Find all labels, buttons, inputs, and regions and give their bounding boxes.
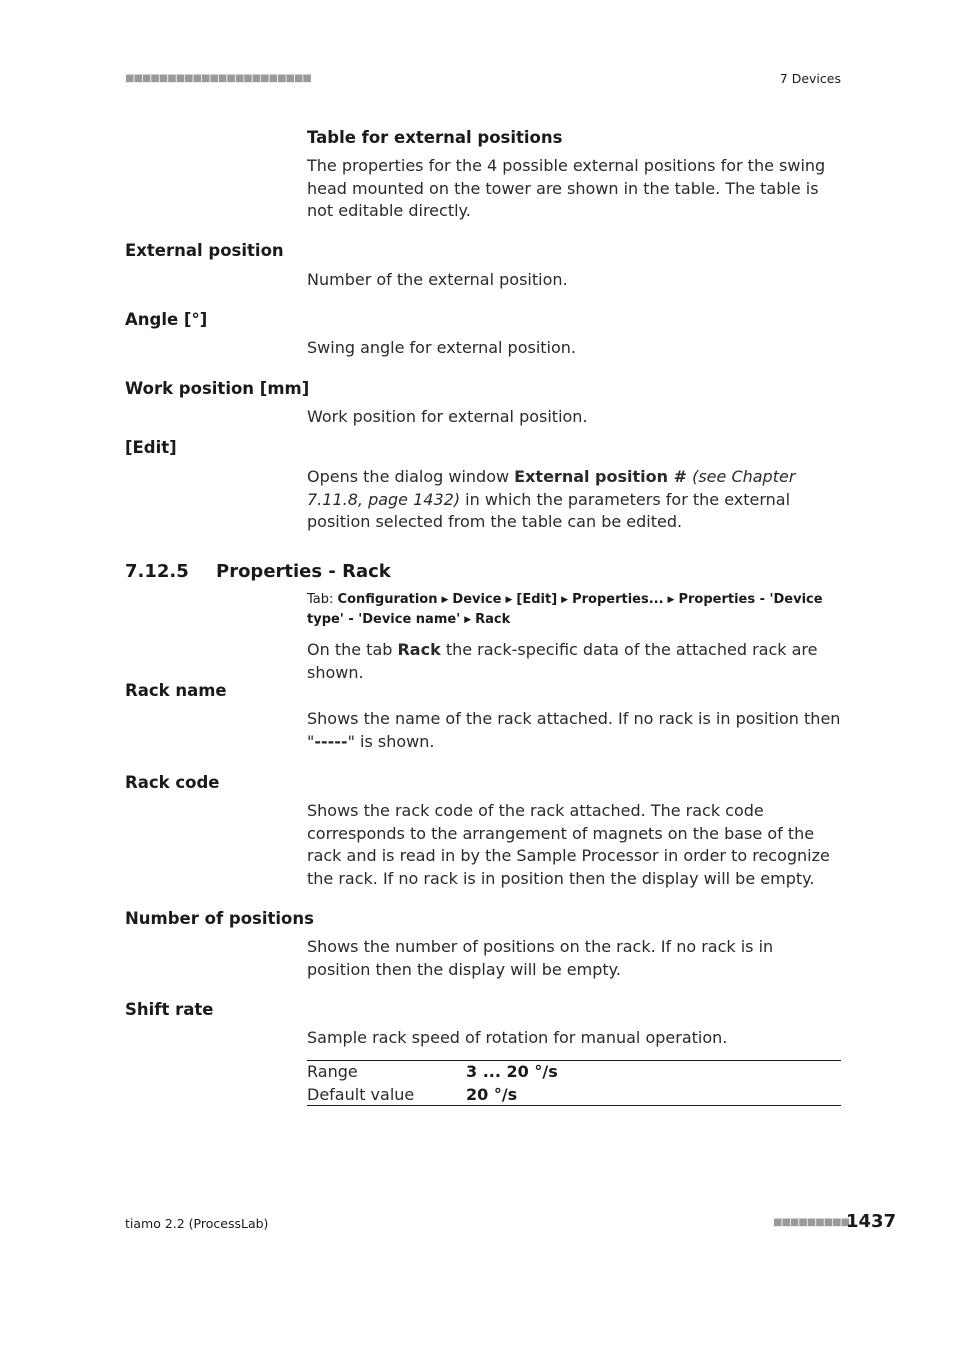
edit-label: [Edit] xyxy=(125,438,177,457)
rack-intro: On the tab Rack the rack-specific data of the attached rack are shown. xyxy=(307,640,818,682)
default-value: 20 °/s xyxy=(466,1085,518,1104)
footer-decoration: ■■■■■■■■■ xyxy=(773,1217,850,1228)
table-top-rule xyxy=(307,1060,841,1061)
range-label: Range xyxy=(307,1062,358,1081)
angle-desc: Swing angle for external position. xyxy=(307,338,577,357)
footer-product: tiamo 2.2 (ProcessLab) xyxy=(125,1216,269,1231)
external-position-desc: Number of the external position. xyxy=(307,270,568,289)
table-section-intro: The properties for the 4 possible external positions for the swing head mounted on the tower are shown in the table. The table is not editable directly. xyxy=(307,156,826,220)
external-position-label: External position xyxy=(125,241,284,260)
breadcrumb-arrow-icon: ▶ xyxy=(464,615,472,625)
work-position-label: Work position [mm] xyxy=(125,379,310,398)
breadcrumb-arrow-icon: ▶ xyxy=(561,595,569,605)
rack-code-label: Rack code xyxy=(125,773,220,792)
breadcrumb-arrow-icon: ▶ xyxy=(441,595,449,605)
section-title: Properties - Rack xyxy=(216,561,391,582)
work-position-desc: Work position for external position. xyxy=(307,407,588,426)
chapter-link[interactable]: (see Chapter 7.11.8, page 1432) xyxy=(307,467,796,509)
section-number: 7.12.5 xyxy=(125,561,189,582)
breadcrumb-arrow-icon: ▶ xyxy=(667,595,675,605)
range-value: 3 ... 20 °/s xyxy=(466,1062,558,1081)
breadcrumb-item-properties-device: Properties - 'Device type' - 'Device name' xyxy=(307,592,823,627)
shift-rate-desc: Sample rack speed of rotation for manual operation. xyxy=(307,1028,728,1047)
breadcrumb-item-configuration: Configuration xyxy=(337,592,438,607)
table-bottom-rule xyxy=(307,1105,841,1106)
rack-code-desc: Shows the rack code of the rack attached. The rack code corresponds to the arrangement of magnets on the base of the rack and is read in by the Sample Processor in order to recognize the rack. If no rack is in position then the display will be empty. xyxy=(307,801,830,888)
edit-desc: Opens the dialog window External position # (see Chapter 7.11.8, page 1432) in which the parameters for the external position selected from the table can be edited. xyxy=(307,467,796,531)
table-section-title: Table for external positions xyxy=(307,128,563,147)
page-number: 1437 xyxy=(846,1211,897,1232)
shift-rate-label: Shift rate xyxy=(125,1000,214,1019)
number-of-positions-label: Number of positions xyxy=(125,909,314,928)
section-heading xyxy=(125,561,391,582)
angle-label: Angle [°] xyxy=(125,310,208,329)
breadcrumb-item-rack: Rack xyxy=(475,612,511,627)
rack-name-desc: Shows the name of the rack attached. If no rack is in position then "-----" is shown. xyxy=(307,709,841,751)
rack-name-label: Rack name xyxy=(125,681,227,700)
breadcrumb: Tab: Configuration ▶ Device ▶ [Edit] ▶ Properties... ▶ Properties - 'Device type' - 'Device name' ▶ Rack xyxy=(307,592,823,627)
chapter-title: 7 Devices xyxy=(779,71,841,86)
breadcrumb-item-device: Device xyxy=(452,592,502,607)
default-value-label: Default value xyxy=(307,1085,415,1104)
dialog-name: External position # xyxy=(514,467,687,486)
number-of-positions-desc: Shows the number of positions on the rack. If no rack is in position then the display will be empty. xyxy=(307,937,774,979)
breadcrumb-item-edit: [Edit] xyxy=(516,592,558,607)
header-decoration: ■■■■■■■■■■■■■■■■■■■■■■ xyxy=(125,73,311,84)
breadcrumb-arrow-icon: ▶ xyxy=(505,595,513,605)
breadcrumb-item-properties: Properties... xyxy=(572,592,664,607)
